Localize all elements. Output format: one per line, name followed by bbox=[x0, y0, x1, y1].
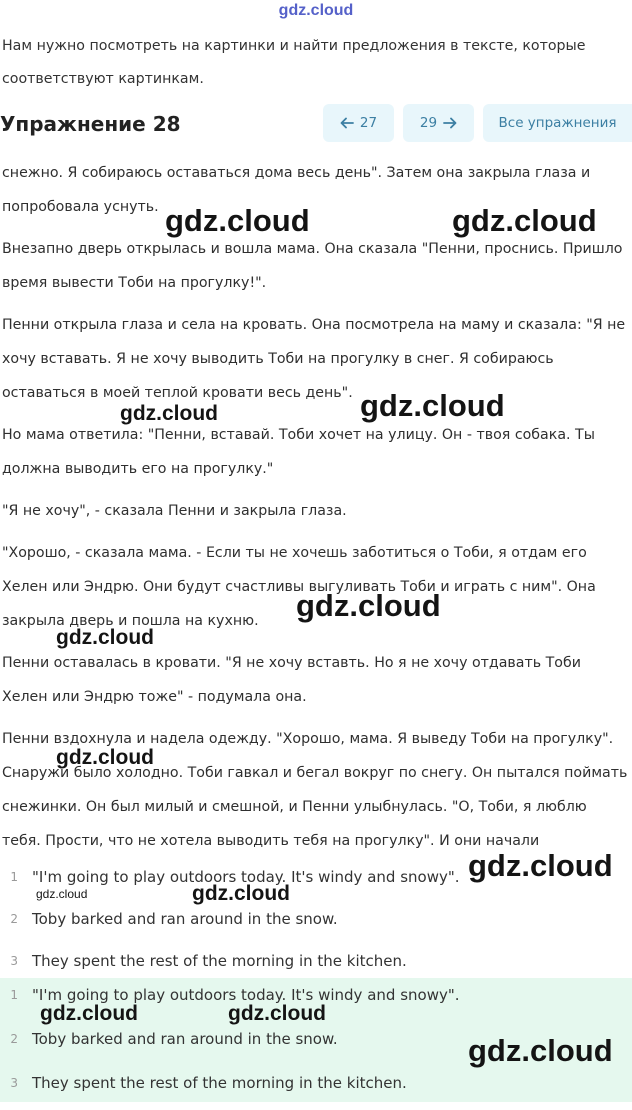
watermark: gdz.cloud bbox=[296, 588, 441, 623]
story-paragraph: Но мама ответила: "Пенни, вставай. Тоби хочет на улицу. Он - твоя собака. Ты должна выводить его на прогулку." bbox=[2, 427, 595, 477]
list-item-text: "I'm going to play outdoors today. It's windy and snowy". bbox=[32, 868, 460, 886]
arrow-right-icon bbox=[443, 117, 457, 129]
watermark: gdz.cloud bbox=[40, 1002, 138, 1025]
watermark: gdz.cloud bbox=[468, 848, 613, 883]
answer-item-text: "I'm going to play outdoors today. It's windy and snowy". bbox=[32, 986, 460, 1004]
story-paragraph: "Я не хочу", - сказала Пенни и закрыла глаза. bbox=[2, 503, 347, 519]
answer-item-number: 1 bbox=[10, 988, 18, 1002]
watermark: gdz.cloud bbox=[468, 1033, 613, 1068]
watermark: gdz.cloud bbox=[165, 203, 310, 238]
watermark: gdz.cloud bbox=[56, 746, 154, 769]
all-exercises-button[interactable] bbox=[483, 104, 632, 142]
story-paragraph: снежно. Я собираюсь оставаться дома весь день". Затем она закрыла глаза и попробовала уснуть. bbox=[2, 165, 591, 215]
answer-item-number: 3 bbox=[10, 1076, 18, 1090]
list-item-text: Toby barked and ran around in the snow. bbox=[32, 910, 338, 928]
site-logo-watermark: gdz.cloud bbox=[278, 2, 354, 19]
answer-item-text: They spent the rest of the morning in the kitchen. bbox=[32, 1074, 407, 1092]
watermark: gdz.cloud bbox=[360, 388, 505, 423]
story-paragraph: "Хорошо, - сказала мама. - Если ты не хочешь заботиться о Тоби, я отдам его Хелен или Эндрю. Они будут счастливы выгуливать Тоби и играть с ним". Она закрыла дверь и пошла на кухню. bbox=[2, 545, 596, 629]
watermark: gdz.cloud bbox=[56, 626, 154, 649]
next-exercise-label: 29 bbox=[419, 115, 438, 131]
story-paragraph: Пенни оставалась в кровати. "Я не хочу вставть. Но я не хочу отдавать Тоби Хелен или Эндрю тоже" - подумала она. bbox=[2, 655, 581, 705]
watermark: gdz.cloud bbox=[192, 882, 290, 905]
prev-exercise-label: 27 bbox=[359, 115, 378, 131]
watermark: gdz.cloud bbox=[120, 402, 218, 425]
page-title: Упражнение 28 bbox=[0, 112, 181, 136]
exercise-intro: Нам нужно посмотреть на картинки и найти предложения в тексте, которые соответствуют картинкам. bbox=[2, 38, 586, 87]
list-item-number: 3 bbox=[10, 954, 18, 968]
list-item bbox=[0, 910, 632, 952]
exercise-header bbox=[0, 104, 632, 144]
answer-item-number: 2 bbox=[10, 1032, 18, 1046]
answer-item bbox=[0, 1066, 632, 1110]
next-exercise-button[interactable] bbox=[403, 104, 474, 142]
answer-item-text: Toby barked and ran around in the snow. bbox=[32, 1030, 338, 1048]
watermark: gdz.cloud bbox=[36, 887, 88, 901]
prev-exercise-button[interactable] bbox=[323, 104, 394, 142]
watermark: gdz.cloud bbox=[228, 1002, 326, 1025]
all-exercises-label: Все упражнения bbox=[498, 115, 617, 131]
list-item-number: 1 bbox=[10, 870, 18, 884]
sentence-list bbox=[0, 868, 632, 994]
list-item-text: They spent the rest of the morning in the kitchen. bbox=[32, 952, 407, 970]
story-paragraph: Пенни вздохнула и надела одежду. "Хорошо, мама. Я выведу Тоби на прогулку". Снаружи было холодно. Тоби гавкал и бегал вокруг по снегу. Он пытался поймать снежинки. Он был милый и смешной, и Пенни улыбнулась. "О, Тоби, я люблю тебя. Прости, что не хотела выводить тебя на прогулку". И они начали bbox=[2, 731, 628, 849]
watermark: gdz.cloud bbox=[452, 203, 597, 238]
story-paragraph: Внезапно дверь открылась и вошла мама. Она сказала "Пенни, проснись. Пришло время вывести Тоби на прогулку!". bbox=[2, 241, 623, 291]
list-item-number: 2 bbox=[10, 912, 18, 926]
story-paragraph: Пенни открыла глаза и села на кровать. Она посмотрела на маму и сказала: "Я не хочу вставать. Я не хочу выводить Тоби на прогулку в снег. Я собираюсь оставаться в моей теплой кровати весь день". bbox=[2, 317, 626, 401]
arrow-left-icon bbox=[340, 117, 354, 129]
